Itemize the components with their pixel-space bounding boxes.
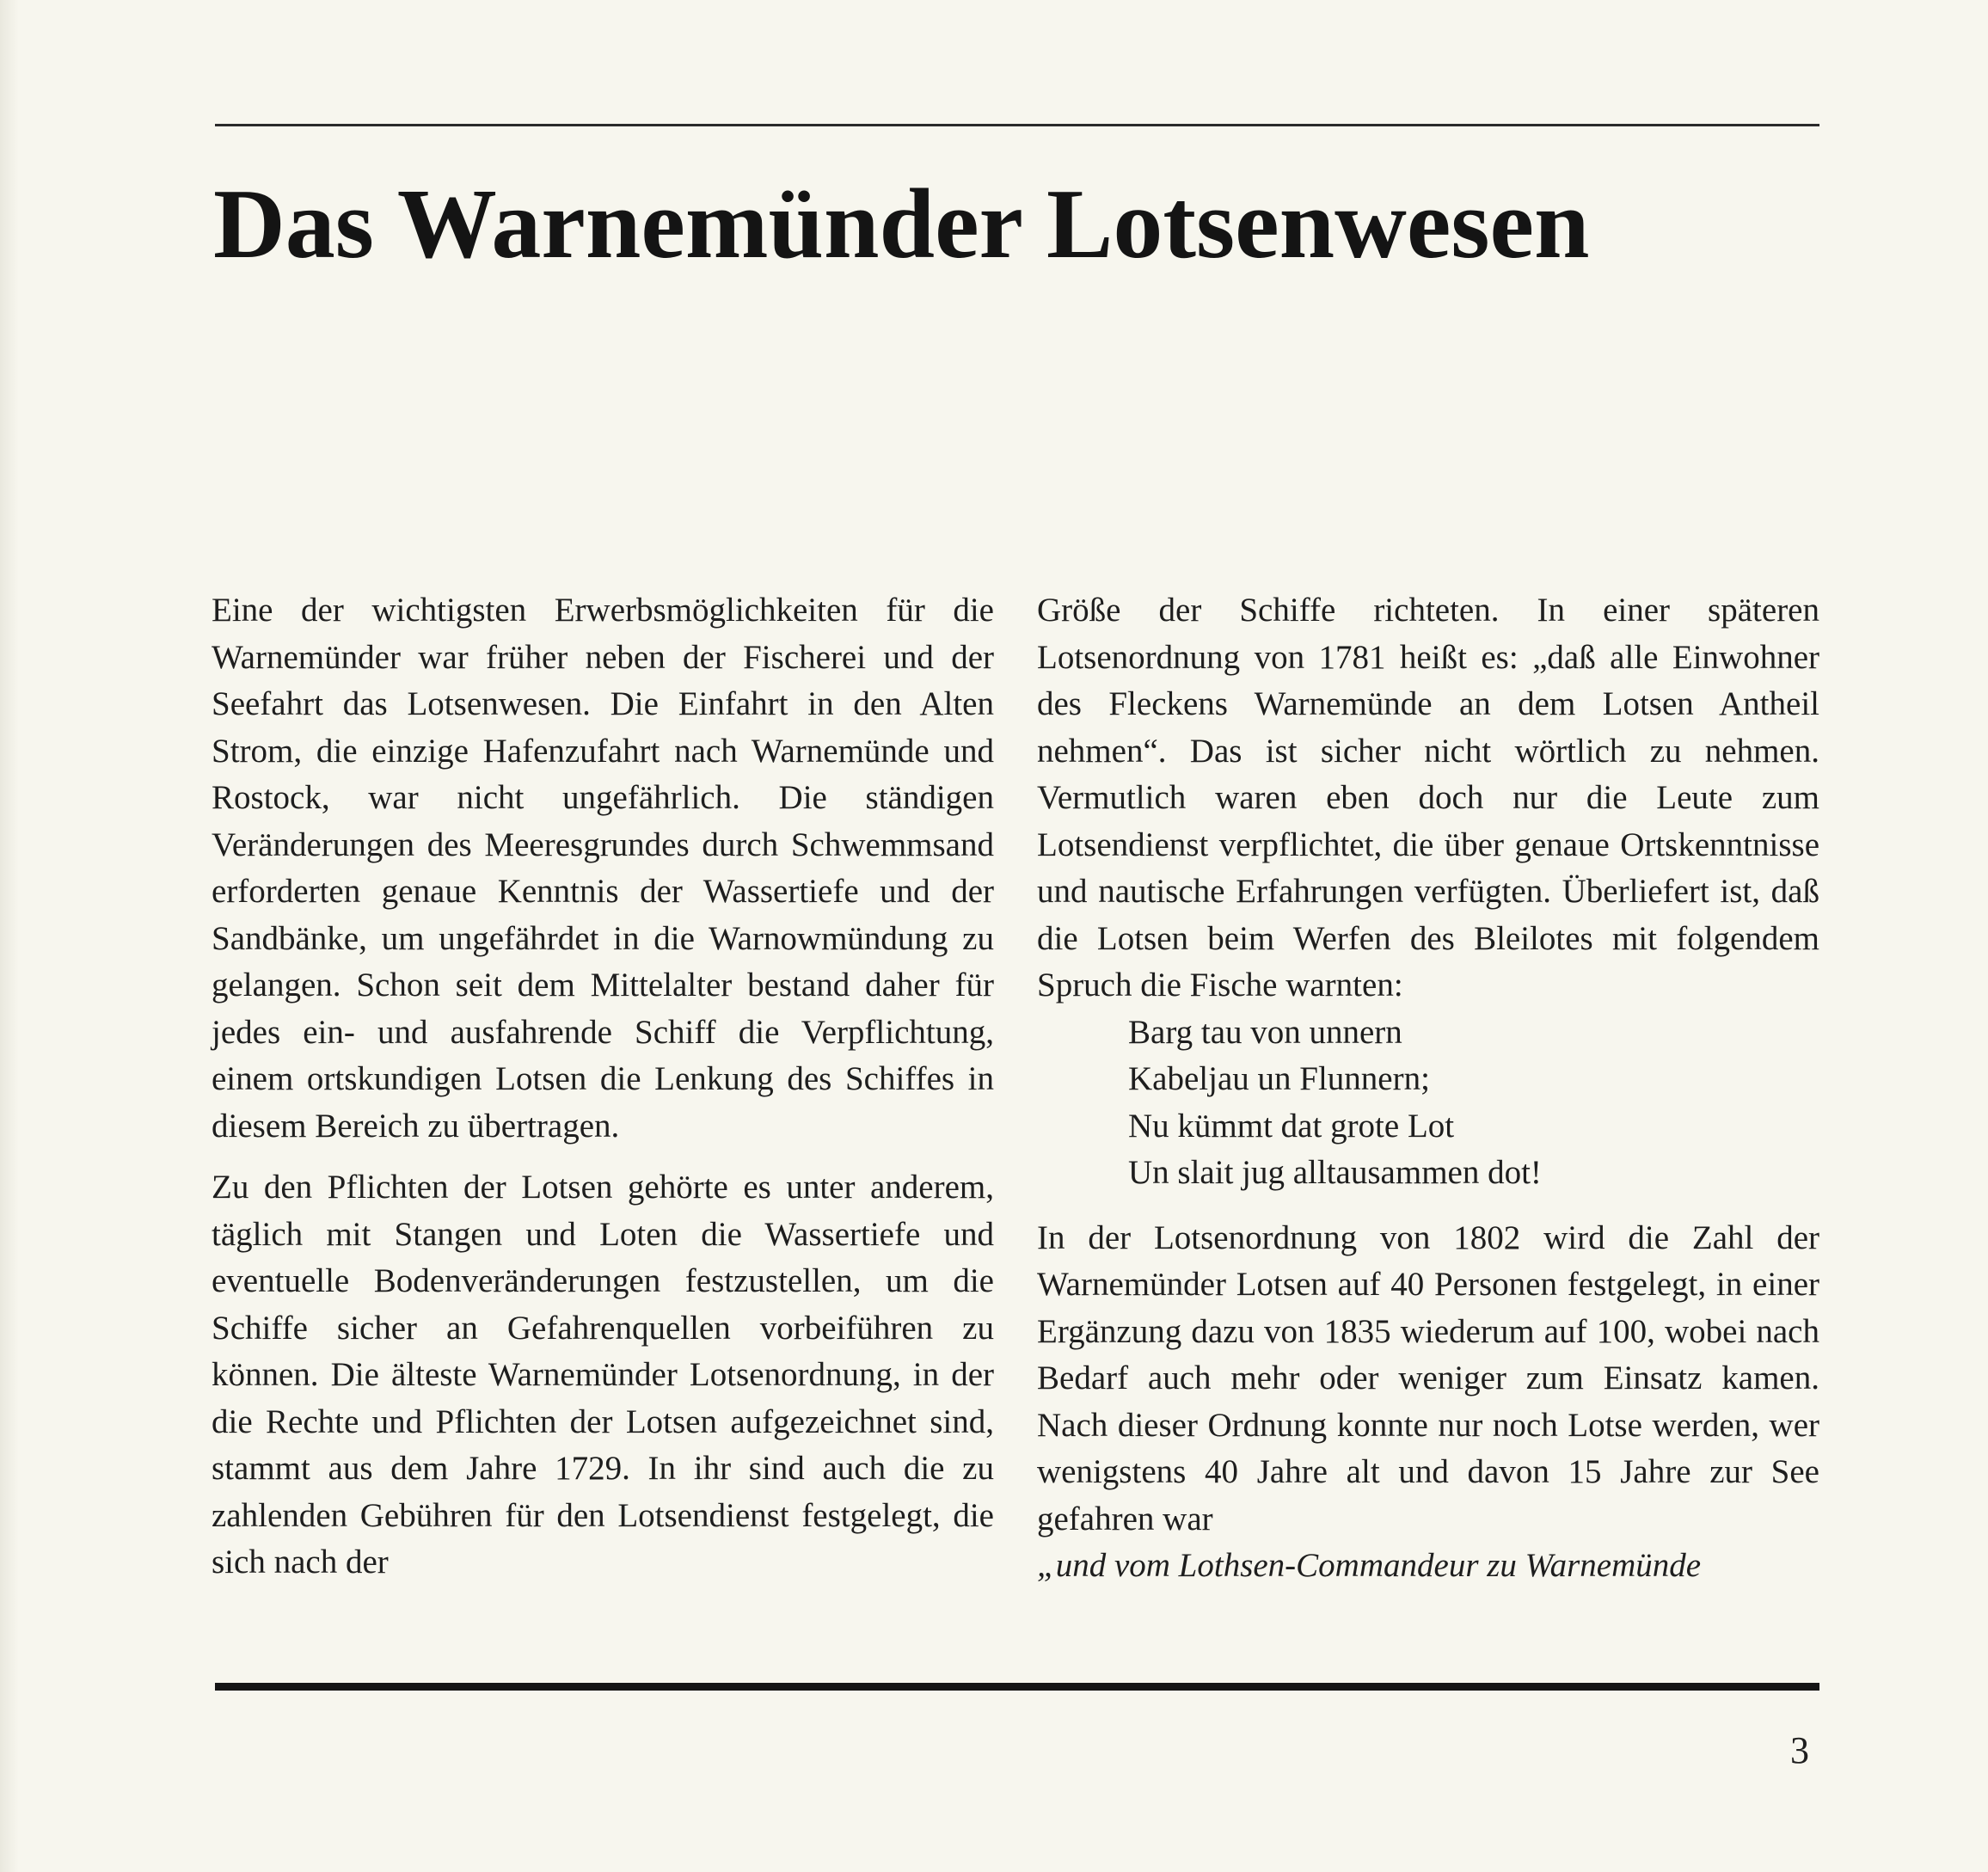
- bottom-rule: [215, 1683, 1819, 1691]
- top-rule: [215, 124, 1819, 126]
- left-paragraph-1: Eine der wichtigsten Erwerbsmöglichkeiten für die Warnemünder war früher neben der Fischerei und der Seefahrt das Lotsenwesen. Die Einfahrt in den Alten Strom, die einzige Hafenzufahrt nach Warnemünde und Rostock, war nicht ungefährlich. Die ständigen Veränderungen des Meeresgrundes durch Schwemmsand erforderten genaue Kenntnis der Wassertiefe und der Sandbänke, um ungefährdet in die Warnowmündung zu gelangen. Schon seit dem Mittelalter bestand daher für jedes ein- und ausfahrende Schiff die Verpflichtung, einem ortskundigen Lotsen die Lenkung des Schiffes in diesem Bereich zu übertragen.: [212, 592, 994, 1145]
- page-edge-shadow: [0, 0, 19, 1872]
- verse-line: Barg tau von unnern: [1128, 1013, 1402, 1051]
- left-paragraph-2: Zu den Pflichten der Lotsen gehörte es unter anderem, täglich mit Stangen und Loten die Wassertiefe und eventuelle Bodenveränderungen festzustellen, um die Schiffe sicher an Gefahrenquellen vorbeiführen zu können. Die älteste Warnemünder Lotsenordnung, in der die Rechte und Pflichten der Lotsen aufgezeichnet sind, stammt aus dem Jahre 1729. In ihr sind auch die zu zahlenden Gebühren für den Lotsendienst festgelegt, die sich nach der: [212, 1169, 994, 1580]
- left-column: [212, 587, 994, 1587]
- page-title: Das Warnemünder Lotsenwesen: [213, 169, 1590, 279]
- verse-line: Kabeljau un Flunnern;: [1128, 1060, 1430, 1097]
- right-paragraph-1: Größe der Schiffe richteten. In einer späteren Lotsenordnung von 1781 heißt es: „daß alle Einwohner des Fleckens Warnemünde an dem Lotsen Antheil nehmen“. Das ist sicher nicht wörtlich zu nehmen. Vermutlich waren eben doch nur die Leute zum Lotsendienst verpflichtet, die über genaue Ortskenntnisse und nautische Erfahrungen verfügten. Überliefert ist, daß die Lotsen beim Werfen des Bleilotes mit folgendem Spruch die Fische warnten:: [1037, 592, 1819, 1004]
- verse-line: Un slait jug alltausammen dot!: [1128, 1154, 1542, 1191]
- italic-quote-line: „und vom Lothsen-Commandeur zu Warnemünde: [1037, 1547, 1702, 1584]
- verse-line: Nu kümmt dat grote Lot: [1128, 1107, 1455, 1145]
- right-column: [1037, 587, 1819, 1590]
- page-number: 3: [1790, 1729, 1809, 1771]
- verse-block: [1128, 1010, 1819, 1197]
- right-paragraph-2: In der Lotsenordnung von 1802 wird die Zahl der Warnemünder Lotsen auf 40 Personen festgelegt, in einer Ergänzung dazu von 1835 wiederum auf 100, wobei nach Bedarf auch mehr oder weniger zum Einsatz kamen. Nach dieser Ordnung konnte nur noch Lotse werden, wer wenigstens 40 Jahre alt und davon 15 Jahre zur See gefahren war: [1037, 1218, 1819, 1537]
